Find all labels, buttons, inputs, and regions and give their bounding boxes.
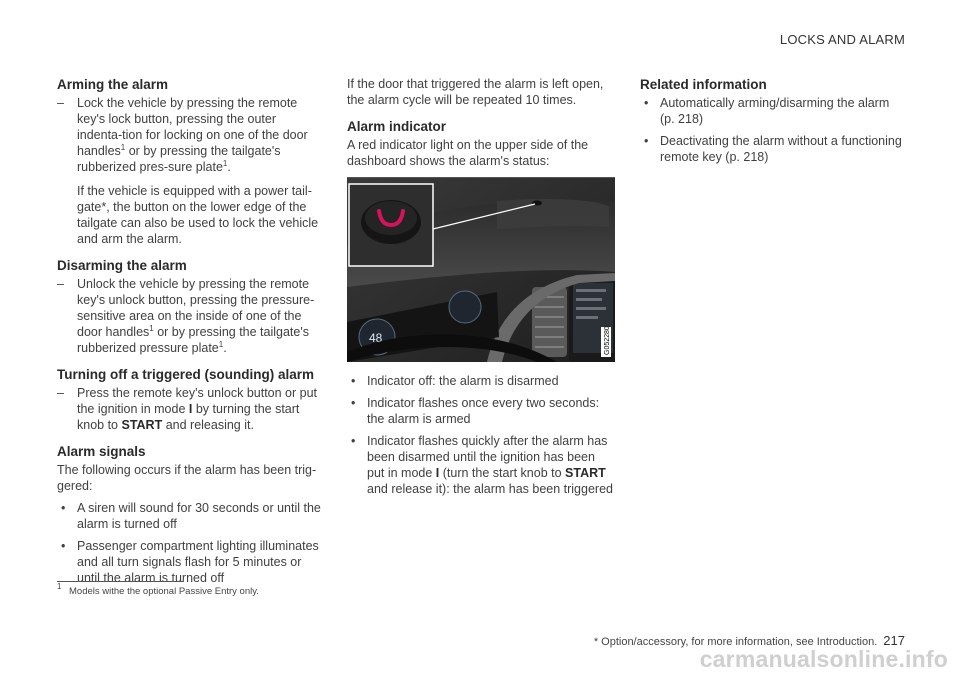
footnote-divider bbox=[57, 581, 183, 582]
speed-readout: 48 bbox=[369, 331, 383, 345]
dashboard-figure bbox=[347, 177, 615, 362]
arming-note-text: If the vehicle is equipped with a power tail-gate bbox=[77, 184, 312, 214]
indicator-state-text-3: and release it): the alarm has been triggered bbox=[367, 482, 613, 496]
arming-note-text-2: , the button on the lower edge of the tailgate can also be used to lock the vehicle and arm the alarm. bbox=[77, 200, 319, 246]
arming-step-text-2: or by pressing the tailgate's rubberized pres-sure plate bbox=[77, 144, 281, 174]
heading-related: Related information bbox=[640, 77, 767, 92]
heading-turning-off: Turning off a triggered (sounding) alarm bbox=[57, 367, 314, 382]
arming-step-text: Lock the vehicle by pressing the remote key's lock button, pressing the outer indenta-tion for locking on one of the door handles bbox=[77, 96, 308, 158]
start-label: START bbox=[121, 418, 163, 432]
image-id-label: G052280 bbox=[604, 326, 611, 355]
repeat-text: If the door that triggered the alarm is left open, the alarm cycle will be repeated 10 times. bbox=[347, 77, 604, 107]
related-link[interactable]: • Deactivating the alarm without a functioning remote key (p. 218) bbox=[640, 133, 905, 165]
disarming-step-end: . bbox=[223, 341, 227, 355]
footnote-ref: 1 bbox=[218, 340, 224, 349]
watermark: carmanualsonline.info bbox=[699, 646, 948, 672]
signals-intro: The following occurs if the alarm has been trig-gered: bbox=[57, 463, 317, 493]
signal-item: • Passenger compartment lighting illuminates and all turn signals flash for 5 minutes or until the alarm is turned off bbox=[57, 538, 322, 586]
footnote-ref: 1 bbox=[222, 159, 228, 168]
indicator-state: • Indicator flashes once every two seconds: the alarm is armed bbox=[347, 395, 615, 427]
indicator-intro: A red indicator light on the upper side of the dashboard shows the alarm's status: bbox=[347, 138, 589, 168]
heading-indicator: Alarm indicator bbox=[347, 119, 447, 134]
arming-step-end: . bbox=[227, 160, 231, 174]
footer-note: * Option/accessory, for more information, see Introduction. bbox=[593, 636, 878, 648]
column-right bbox=[640, 76, 905, 165]
heading-arming: Arming the alarm bbox=[57, 77, 169, 92]
option-asterisk: * bbox=[101, 200, 107, 214]
footnote-ref: 1 bbox=[120, 143, 126, 152]
indicator-state-text-2: (turn the start knob to bbox=[439, 466, 566, 480]
arming-note bbox=[57, 183, 322, 247]
heading-disarming: Disarming the alarm bbox=[57, 258, 187, 273]
indicator-state bbox=[347, 433, 615, 497]
arming-step bbox=[57, 95, 322, 175]
turning-off-step bbox=[57, 385, 322, 433]
footnote-ref: 1 bbox=[149, 324, 154, 333]
disarming-step-text-2: or by pressing the tailgate's rubberized pressure plate bbox=[77, 325, 309, 355]
column-left bbox=[57, 76, 322, 586]
start-label: START bbox=[565, 466, 606, 480]
turning-off-text-2: by turning the start knob to bbox=[77, 402, 300, 432]
disarming-step-text: Unlock the vehicle by pressing the remote key's unlock button, pressing the pressure-sensitive area on the inside of one of the door handles bbox=[77, 277, 315, 339]
footnote-text: Models withe the optional Passive Entry only. bbox=[69, 586, 259, 597]
ignition-mode: I bbox=[435, 466, 440, 480]
turning-off-text: Press the remote key's unlock button or put the ignition in mode bbox=[77, 386, 318, 416]
column-middle bbox=[347, 76, 615, 497]
related-link[interactable]: • Automatically arming/disarming the alarm (p. 218) bbox=[640, 95, 905, 127]
heading-signals: Alarm signals bbox=[57, 444, 146, 459]
disarming-step bbox=[57, 276, 322, 356]
indicator-state: • Indicator off: the alarm is disarmed bbox=[347, 373, 615, 389]
ignition-mode: I bbox=[188, 402, 193, 416]
footnote: $^1$ Models withe the optional Passive Entry only. bbox=[57, 582, 259, 597]
turning-off-text-3: and releasing it. bbox=[162, 418, 254, 432]
page-number: 217 bbox=[883, 633, 905, 648]
indicator-state-text: Indicator flashes quickly after the alarm has been disarmed until the ignition has been put in mode bbox=[367, 434, 608, 480]
section-title: LOCKS AND ALARM bbox=[779, 32, 905, 47]
signal-item: • A siren will sound for 30 seconds or until the alarm is turned off bbox=[57, 500, 322, 532]
